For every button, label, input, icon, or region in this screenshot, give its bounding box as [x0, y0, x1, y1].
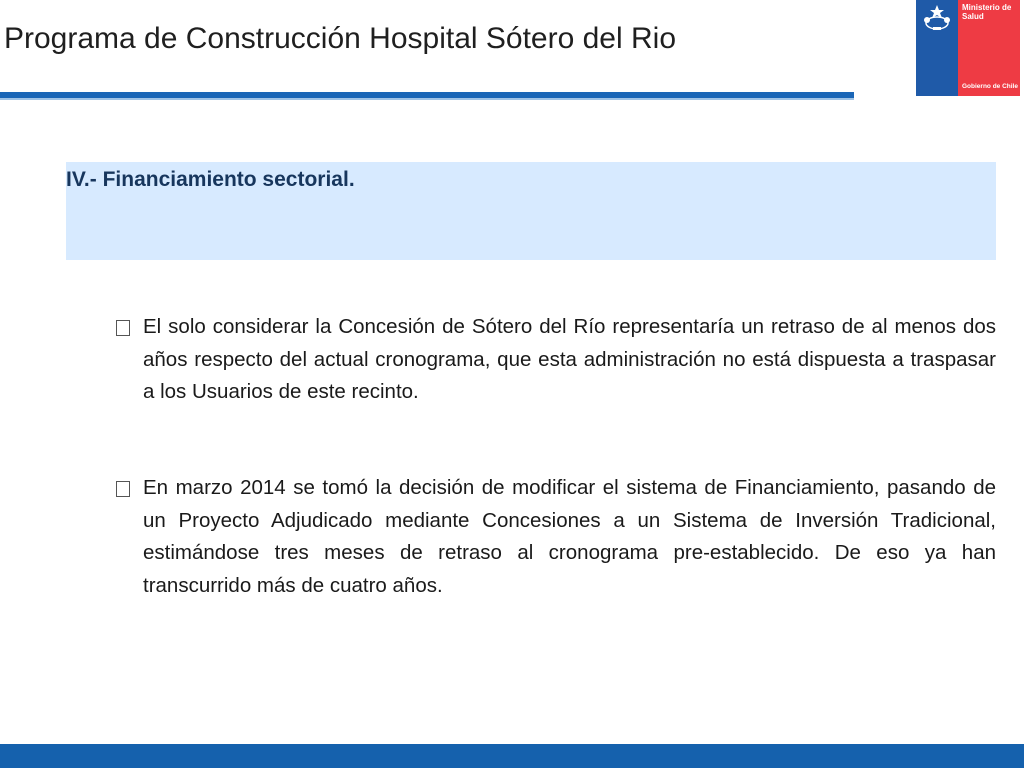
- empty-box-bullet-icon: [116, 320, 130, 336]
- logo-government-text: Gobierno de Chile: [962, 83, 1018, 90]
- bullet-text: El solo considerar la Concesión de Sótero del Río representaría un retraso de al menos dos años respecto del actual cronograma, que esta administración no está dispuesta a traspasar a los Usuarios de este recinto.: [143, 315, 996, 403]
- section-header-box: [66, 162, 996, 260]
- ministry-logo: [916, 0, 1020, 96]
- logo-red-panel: [958, 0, 1020, 96]
- bullet-item: [116, 311, 996, 409]
- page-title: Programa de Construcción Hospital Sótero del Rio: [4, 22, 676, 55]
- coat-of-arms-icon: [920, 2, 954, 32]
- logo-blue-panel: [916, 0, 958, 96]
- footer-bar: [0, 744, 1024, 768]
- bullet-text: En marzo 2014 se tomó la decisión de modificar el sistema de Financiamiento, pasando de un Proyecto Adjudicado mediante Concesiones a un Sistema de Inversión Tradicional, estimándose tres meses de retraso al cronograma pre-establecido. De eso ya han transcurrido más de cuatro años.: [143, 476, 996, 597]
- logo-ministry-text: Ministerio de Salud: [962, 3, 1012, 21]
- section-heading: IV.- Financiamiento sectorial.: [66, 168, 355, 191]
- bullet-item: [116, 472, 996, 602]
- empty-box-bullet-icon: [116, 481, 130, 497]
- title-underline: [0, 92, 854, 100]
